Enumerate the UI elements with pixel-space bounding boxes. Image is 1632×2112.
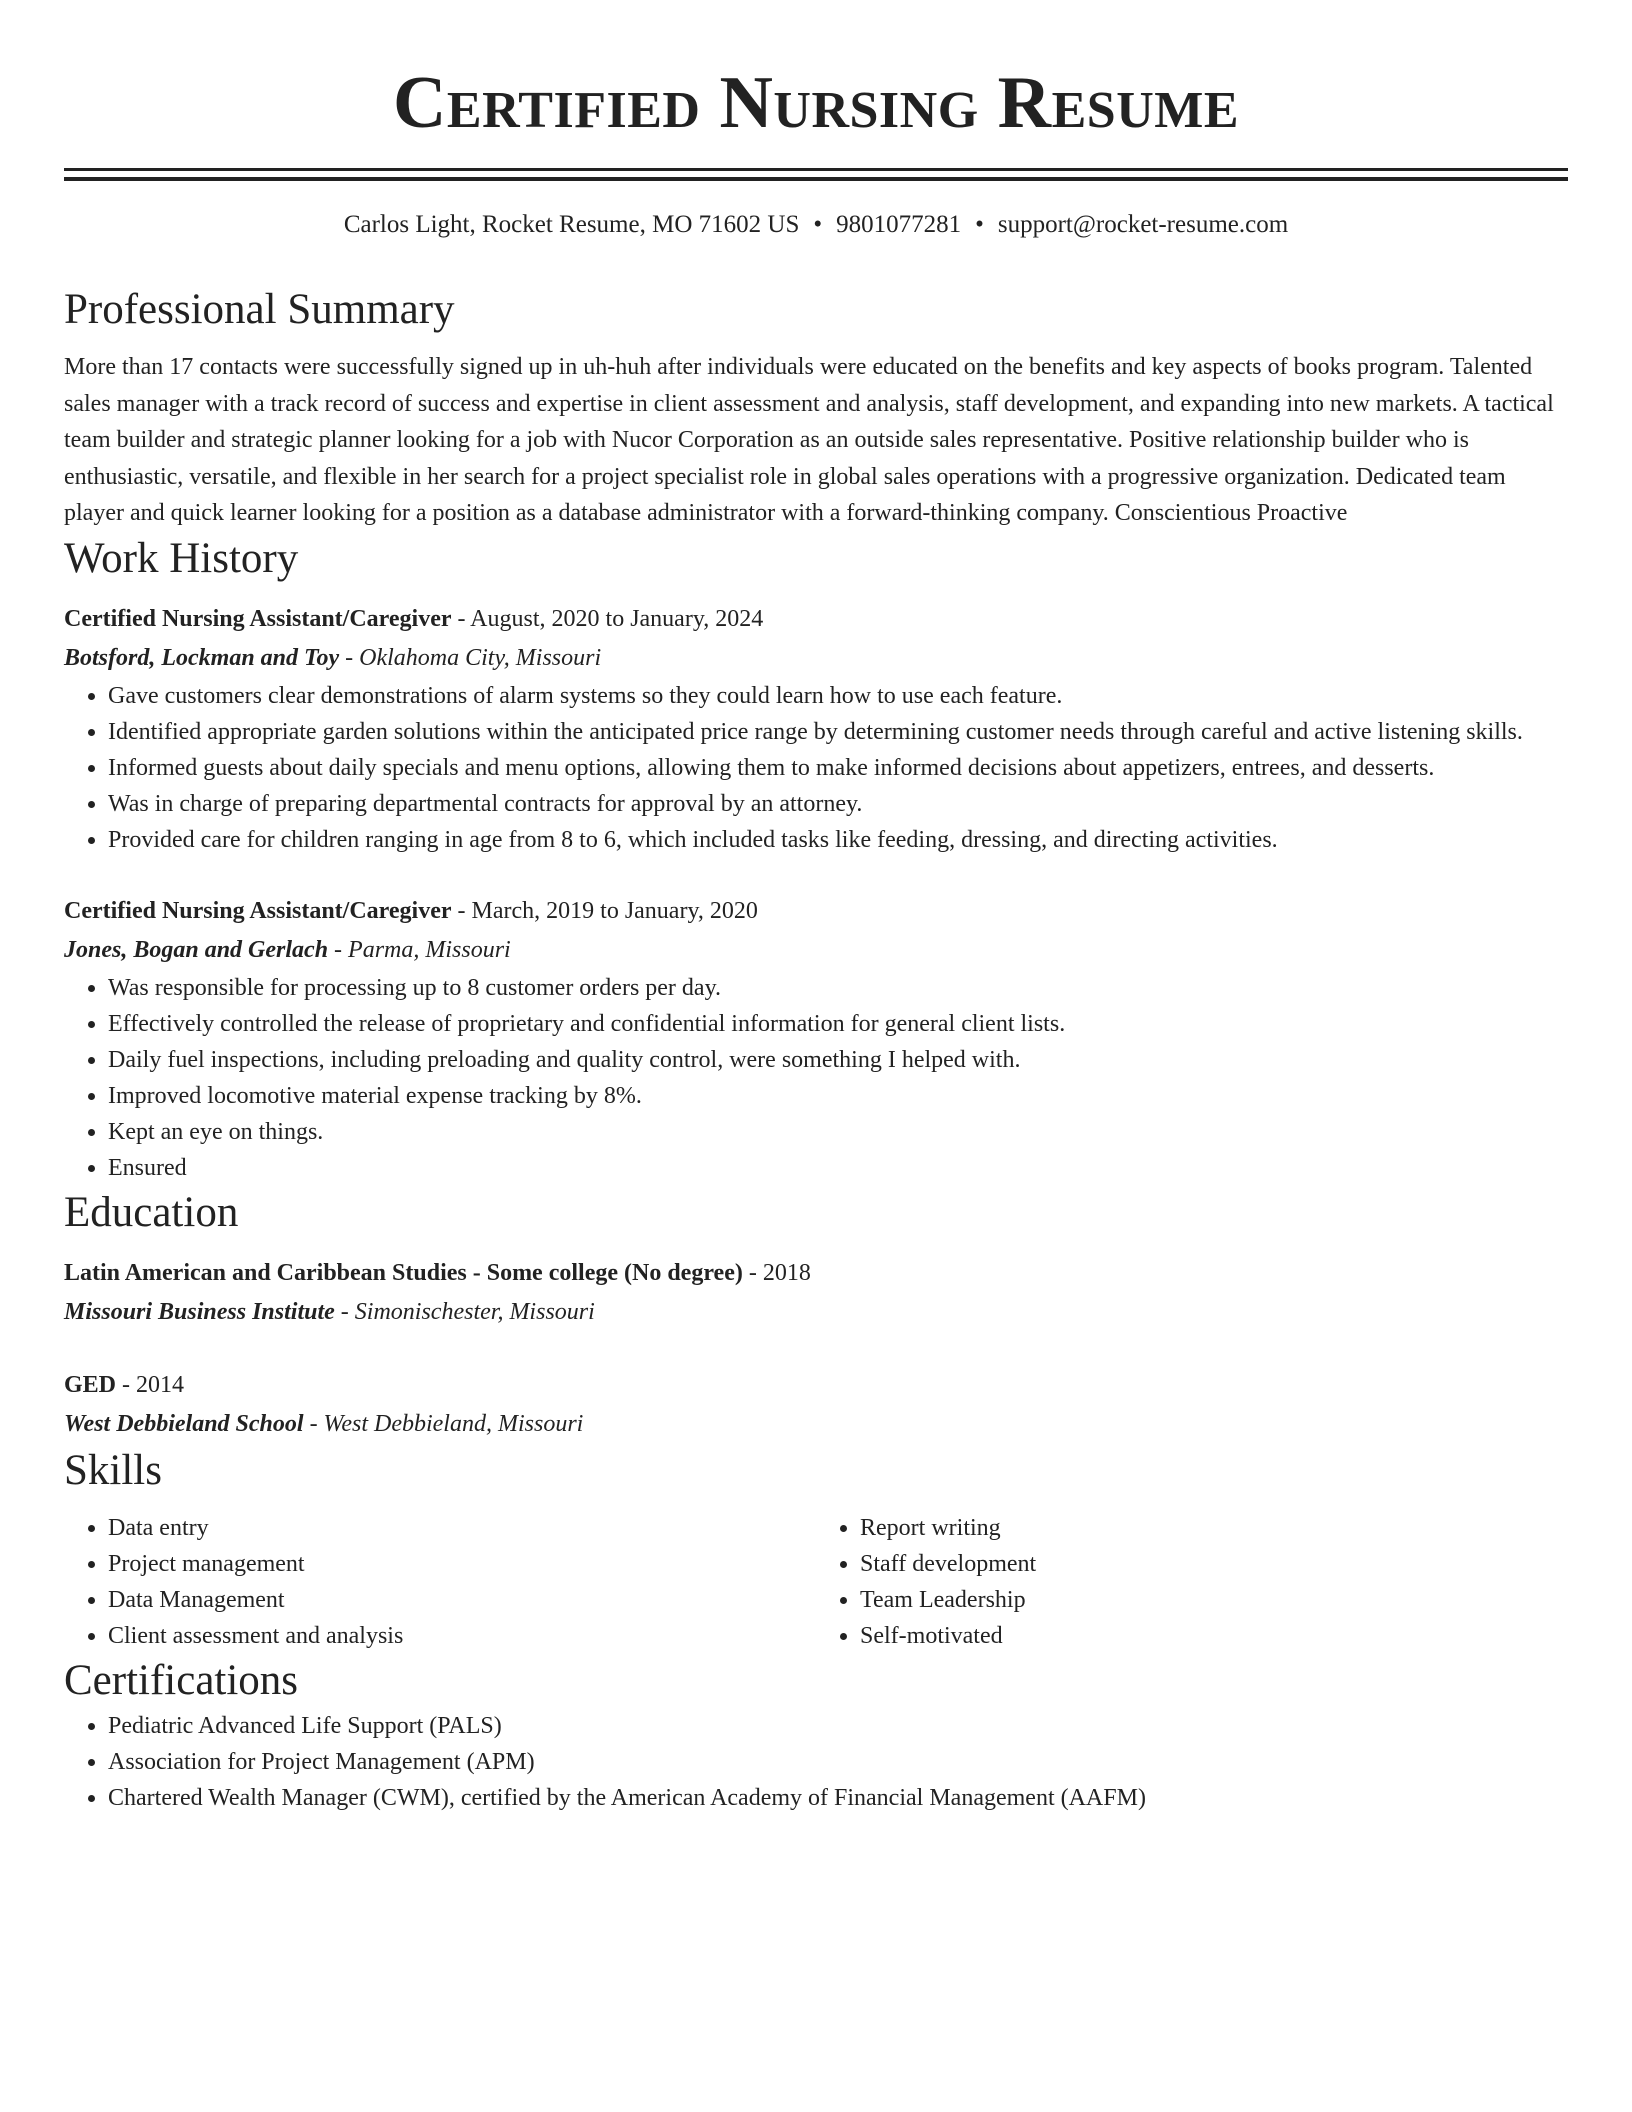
degree-year: - 2014 — [116, 1371, 185, 1398]
school-line — [64, 1292, 1568, 1332]
contact-address: Carlos Light, Rocket Resume, MO 71602 US — [343, 211, 800, 238]
job-dates: - March, 2019 to January, 2020 — [451, 897, 758, 924]
list-item: • Data entry — [108, 1510, 816, 1546]
job-location: - Parma, Missouri — [328, 936, 511, 963]
title-divider-bottom — [64, 177, 1568, 181]
school-line — [64, 1404, 1568, 1444]
school-location: - West Debbieland, Missouri — [303, 1410, 584, 1437]
list-item: • Ensured — [108, 1150, 1568, 1186]
list-item: • Improved locomotive material expense tracking by 8%. — [108, 1078, 1568, 1114]
certifications-list — [64, 1708, 1568, 1816]
title-divider-top — [64, 168, 1568, 171]
contact-line — [64, 209, 1568, 241]
skills-heading: Skills — [64, 1446, 162, 1494]
job-role: Certified Nursing Assistant/Caregiver — [64, 605, 452, 632]
job-location: - Oklahoma City, Missouri — [339, 644, 602, 671]
job-title-line — [64, 892, 1568, 930]
job-dates: - August, 2020 to January, 2024 — [451, 605, 764, 632]
certifications-heading: Certifications — [64, 1656, 299, 1704]
contact-separator: • — [975, 211, 984, 238]
job-company: Botsford, Lockman and Toy — [64, 644, 340, 671]
education-entry — [64, 1366, 1568, 1444]
list-item: • Kept an eye on things. — [108, 1114, 1568, 1150]
list-item: • Client assessment and analysis — [108, 1618, 816, 1654]
list-item: • Project management — [108, 1546, 816, 1582]
work-history-heading: Work History — [64, 534, 299, 582]
school-name: Missouri Business Institute — [64, 1298, 335, 1325]
list-item: • Pediatric Advanced Life Support (PALS) — [108, 1708, 1568, 1744]
degree-line — [64, 1254, 1568, 1292]
education-heading: Education — [64, 1188, 239, 1236]
job-title-line — [64, 600, 1568, 638]
list-item: • Team Leadership — [860, 1582, 1568, 1618]
education-entry — [64, 1254, 1568, 1332]
list-item: • Gave customers clear demonstrations of alarm systems so they could learn how to use each feature. — [108, 678, 1568, 714]
degree-name: GED — [64, 1371, 117, 1398]
skills-list-left — [64, 1510, 816, 1654]
skills-grid — [64, 1510, 1568, 1654]
list-item: • Report writing — [860, 1510, 1568, 1546]
school-name: West Debbieland School — [64, 1410, 304, 1437]
list-item: • Was responsible for processing up to 8 customer orders per day. — [108, 970, 1568, 1006]
degree-line — [64, 1366, 1568, 1404]
list-item: • Provided care for children ranging in age from 8 to 6, which included tasks like feeding, dressing, and directing activities. — [108, 822, 1568, 858]
list-item: • Informed guests about daily specials and menu options, allowing them to make informed decisions about appetizers, entrees, and desserts. — [108, 750, 1568, 786]
list-item: • Effectively controlled the release of proprietary and confidential information for general client lists. — [108, 1006, 1568, 1042]
job-duties-list — [64, 678, 1568, 858]
list-item: • Chartered Wealth Manager (CWM), certified by the American Academy of Financial Management (AAFM) — [108, 1780, 1568, 1816]
degree-year: - 2018 — [742, 1259, 811, 1286]
resume-title: Certified Nursing Resume — [392, 62, 1240, 144]
contact-separator: • — [813, 211, 823, 238]
summary-heading: Professional Summary — [64, 286, 455, 333]
job-company-line — [64, 930, 1568, 970]
list-item: • Staff development — [860, 1546, 1568, 1582]
job-entry — [64, 892, 1568, 1186]
school-location: - Simonischester, Missouri — [334, 1298, 595, 1325]
list-item: • Identified appropriate garden solutions within the anticipated price range by determining customer needs through careful and active listening skills. — [108, 714, 1568, 750]
list-item: • Association for Project Management (APM) — [108, 1744, 1568, 1780]
degree-name: Latin American and Caribbean Studies - Some college (No degree) — [64, 1259, 743, 1286]
contact-email: support@rocket-resume.com — [997, 211, 1289, 238]
job-duties-list — [64, 970, 1568, 1186]
job-company: Jones, Bogan and Gerlach — [64, 936, 329, 963]
list-item: • Self-motivated — [860, 1618, 1568, 1654]
skills-list-right — [816, 1510, 1568, 1654]
list-item: • Data Management — [108, 1582, 816, 1618]
summary-text: More than 17 contacts were successfully signed up in uh-huh after individuals were educated on the benefits and key aspects of books program. Talented sales manager with a track record of success and expertise in client assessment and analysis, staff development, and expanding into new markets. A tactical team builder and strategic planner looking for a job with Nucor Corporation as an outside sales representative. Positive relationship builder who is enthusiastic, versatile, and flexible in her search for a project specialist role in global sales operations with a progressive organization. Dedicated team player and quick learner looking for a position as a database administrator with a forward-thinking company. Conscientious Proactive — [64, 354, 1554, 526]
list-item: • Daily fuel inspections, including preloading and quality control, were something I helped with. — [108, 1042, 1568, 1078]
job-entry — [64, 600, 1568, 858]
job-role: Certified Nursing Assistant/Caregiver — [64, 897, 452, 924]
list-item: • Was in charge of preparing departmental contracts for approval by an attorney. — [108, 786, 1568, 822]
job-company-line — [64, 638, 1568, 678]
contact-phone: 9801077281 — [836, 211, 962, 238]
